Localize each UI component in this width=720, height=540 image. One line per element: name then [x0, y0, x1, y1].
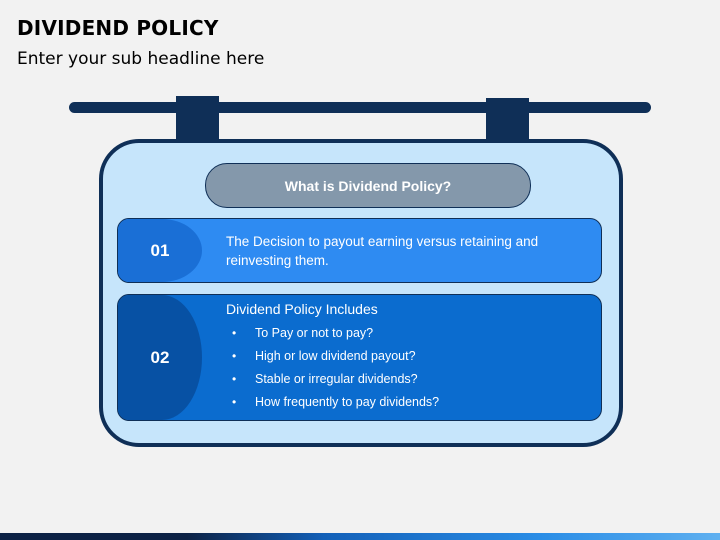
bullet-dot: •: [232, 395, 237, 409]
item-heading-2: Dividend Policy Includes: [226, 301, 378, 317]
bullet-item: [226, 325, 439, 348]
bullet-text: High or low dividend payout?: [255, 349, 416, 363]
bullet-text: Stable or irregular dividends?: [255, 372, 418, 386]
item-row-2: [117, 294, 602, 421]
bullet-dot: •: [232, 372, 237, 386]
bullet-text: To Pay or not to pay?: [255, 326, 374, 340]
board-heading: [205, 163, 531, 208]
bullet-dot: •: [232, 326, 237, 340]
bullet-item: [226, 348, 439, 371]
bullet-list: [226, 325, 439, 417]
hanging-rod: [69, 102, 651, 113]
slide-title: DIVIDEND POLICY: [17, 16, 219, 40]
right-hanger-post: [486, 98, 529, 142]
item-number-1: 01: [150, 240, 170, 260]
footer-accent-bar: [0, 533, 720, 540]
bullet-item: [226, 371, 439, 394]
slide-subtitle: Enter your sub headline here: [17, 49, 265, 69]
item-row-1: [117, 218, 602, 283]
bullet-item: [226, 394, 439, 417]
bullet-text: How frequently to pay dividends?: [255, 395, 440, 409]
item-number-2: 02: [150, 347, 170, 367]
bullet-dot: •: [232, 349, 237, 363]
item-text-1: The Decision to payout earning versus retaining and reinvesting them.: [226, 234, 539, 268]
left-hanger-post: [176, 96, 219, 142]
board-heading-text: What is Dividend Policy?: [284, 177, 452, 194]
